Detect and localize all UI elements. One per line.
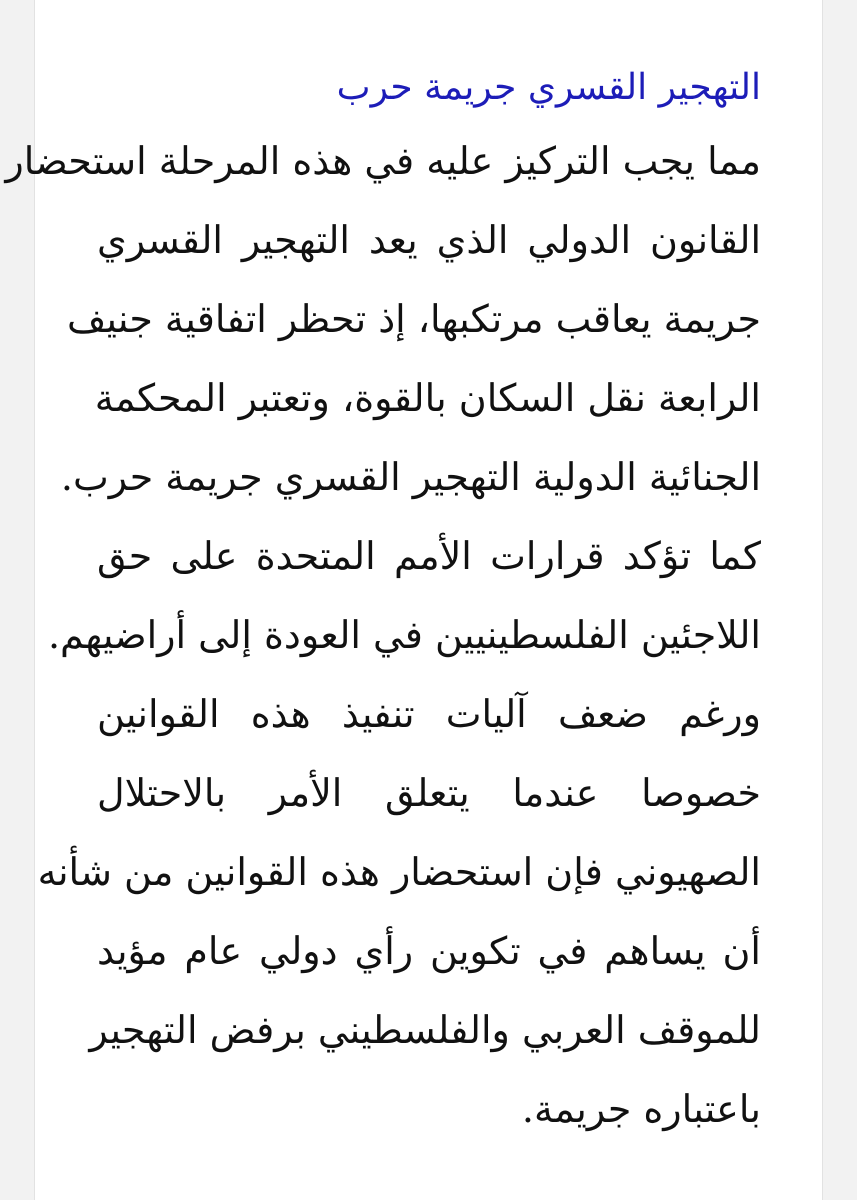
body-line: خصوصا عندما يتعلق الأمر بالاحتلال (97, 771, 761, 815)
body-line: الجنائية الدولية التهجير القسري جريمة حرب. (60, 455, 761, 499)
body-line: كما تؤكد قرارات الأمم المتحدة على حق (97, 534, 761, 578)
body-line: ورغم ضعف آليات تنفيذ هذه القوانين (97, 692, 761, 736)
article-body (5, 122, 761, 1149)
body-line: أن يساهم في تكوين رأي دولي عام مؤيد (97, 929, 761, 973)
body-line: جريمة يعاقب مرتكبها، إذ تحظر اتفاقية جنيف (67, 297, 761, 341)
body-line: مما يجب التركيز عليه في هذه المرحلة استحضار (5, 139, 761, 183)
body-line: القانون الدولي الذي يعد التهجير القسري (97, 218, 761, 262)
article-title: التهجير القسري جريمة حرب (336, 67, 761, 108)
body-line: للموقف العربي والفلسطيني برفض التهجير (89, 1008, 761, 1052)
body-line: اللاجئين الفلسطينيين في العودة إلى أراضيهم. (47, 613, 761, 657)
body-line: باعتباره جريمة. (521, 1087, 761, 1131)
article-content (5, 60, 761, 1149)
body-line: الصهيوني فإن استحضار هذه القوانين من شأنه (37, 850, 761, 894)
body-line: الرابعة نقل السكان بالقوة، وتعتبر المحكمة (94, 376, 761, 420)
document-page (5, 0, 823, 1200)
